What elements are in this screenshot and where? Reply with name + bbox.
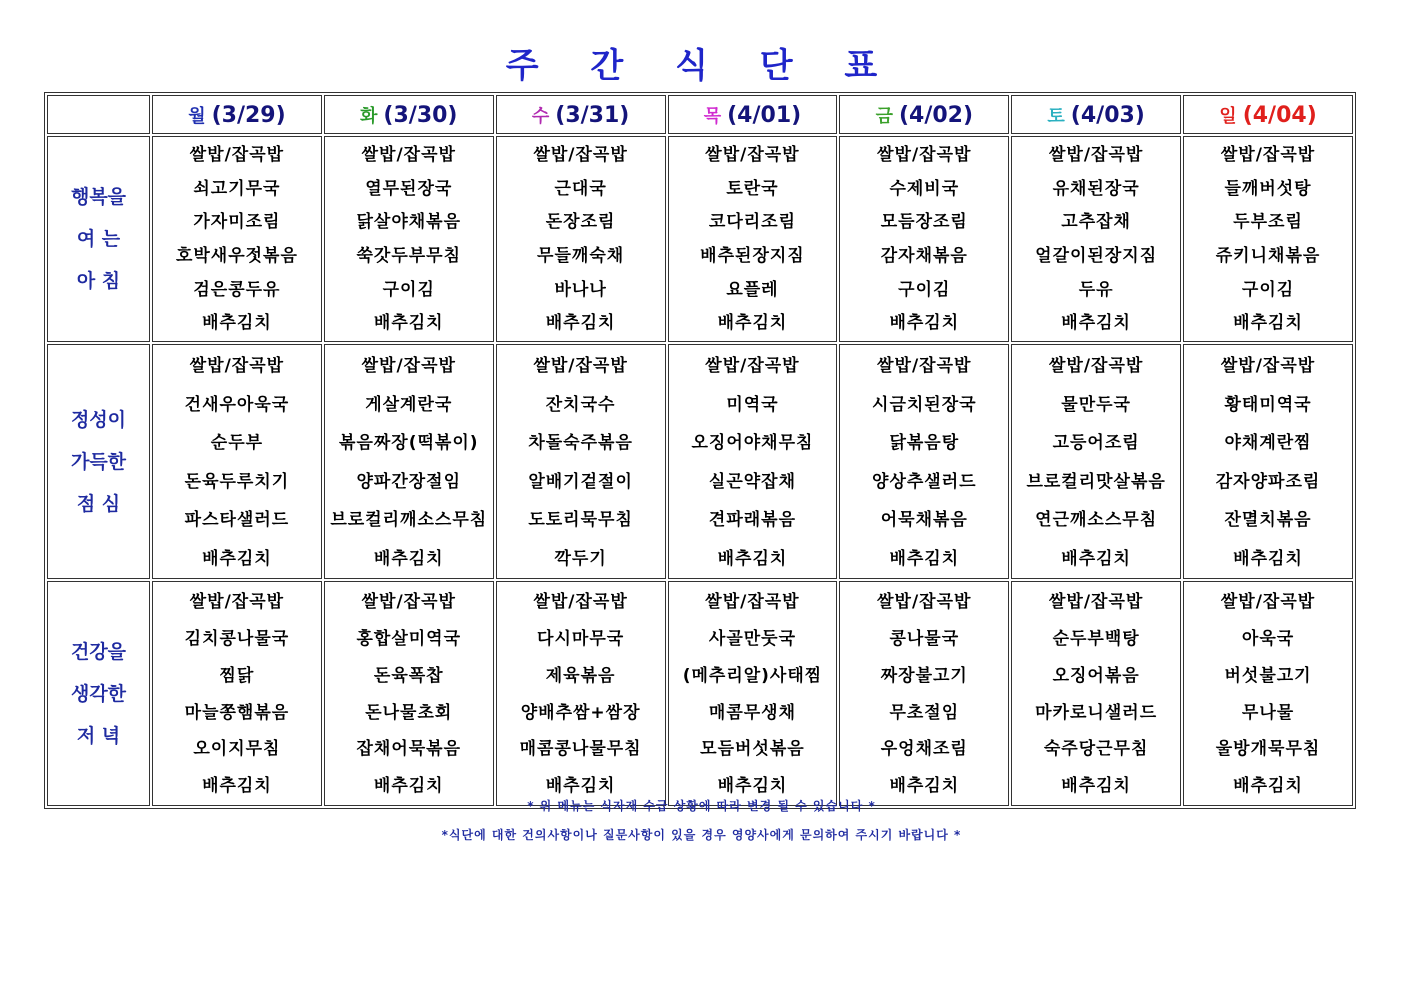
menu-item: 배추김치: [545, 776, 616, 797]
menu-item: 잡채어묵볶음: [356, 739, 462, 760]
menu-item: 무초절임: [889, 702, 960, 723]
menu-list: [669, 137, 837, 341]
menu-cell: [152, 136, 322, 342]
menu-item: 쌀밥/잡곡밥: [189, 356, 285, 377]
menu-list: [1012, 582, 1180, 805]
menu-item: 오이지무침: [193, 739, 281, 760]
menu-item: 구이김: [1241, 279, 1295, 300]
menu-item: 쌀밥/잡곡밥: [1048, 145, 1144, 165]
menu-body: [47, 136, 1353, 806]
menu-item: 배추김치: [202, 313, 272, 334]
breakfast-row: [47, 136, 1353, 342]
date-label: (4/04): [1242, 102, 1317, 128]
menu-item: 콩나물국: [889, 628, 960, 649]
menu-item: 구이김: [898, 279, 951, 300]
weekday-label: 일: [1219, 105, 1237, 127]
menu-item: 게살계란국: [365, 394, 453, 415]
menu-item: 쌀밥/잡곡밥: [1220, 592, 1316, 613]
menu-item: 쌀밥/잡곡밥: [361, 145, 456, 165]
menu-cell: [324, 344, 494, 579]
menu-cell: [324, 581, 494, 806]
meal-label: [47, 136, 150, 342]
menu-item: 고추잡채: [1061, 212, 1131, 233]
menu-item: 숙주당근무침: [1043, 739, 1149, 760]
menu-item: 견파래볶음: [708, 510, 797, 531]
menu-item: 돈육두루치기: [184, 471, 290, 492]
day-header: [839, 95, 1009, 134]
menu-item: 버섯불고기: [1224, 665, 1312, 686]
menu-cell: [839, 344, 1009, 579]
menu-item: 감자양파조림: [1215, 471, 1321, 492]
date-label: (4/03): [1070, 102, 1145, 128]
meal-label: [47, 344, 150, 579]
menu-item: 쌀밥/잡곡밥: [533, 592, 628, 613]
menu-item: 황태미역국: [1224, 394, 1312, 415]
menu-list: [497, 137, 665, 341]
menu-list: [1184, 582, 1352, 805]
menu-item: 매콤무생채: [708, 702, 797, 723]
menu-item: 건새우아욱국: [184, 394, 290, 415]
meal-label-line: 생각한: [70, 682, 127, 705]
menu-item: 제육볶음: [545, 665, 616, 686]
menu-item: 배추김치: [1233, 548, 1303, 569]
menu-item: 검은콩두유: [193, 279, 281, 300]
menu-list: [497, 582, 665, 805]
day-header: [324, 95, 494, 134]
menu-item: 배추된장지짐: [700, 246, 805, 267]
menu-item: 쌀밥/잡곡밥: [189, 145, 285, 165]
menu-item: 배추김치: [717, 548, 788, 569]
menu-item: 배추김치: [717, 313, 788, 334]
menu-item: 깍두기: [554, 548, 607, 569]
weekday-label: 목: [703, 105, 722, 127]
weekly-menu-table: [44, 92, 1356, 809]
menu-item: 배추김치: [373, 548, 444, 569]
menu-item: 바나나: [554, 279, 607, 300]
menu-item: 짜장불고기: [880, 665, 968, 686]
meal-label-line: 정성이: [70, 408, 127, 431]
menu-item: 사골만둣국: [708, 628, 797, 649]
menu-item: 배추김치: [717, 776, 788, 797]
menu-list: [497, 345, 665, 578]
menu-item: 홍합살미역국: [356, 628, 462, 649]
menu-item: 쌀밥/잡곡밥: [533, 356, 628, 377]
menu-cell: [496, 344, 666, 579]
menu-item: 쌀밥/잡곡밥: [533, 145, 628, 165]
menu-cell: [1183, 581, 1353, 806]
weekday-label: 수: [531, 105, 550, 127]
day-header: [496, 95, 666, 134]
menu-item: 얼갈이된장지짐: [1035, 246, 1158, 267]
menu-cell: [496, 581, 666, 806]
menu-item: 브로컬리맛살볶음: [1026, 471, 1166, 492]
date-label: (4/01): [727, 102, 802, 128]
menu-item: 배추김치: [202, 776, 272, 797]
menu-item: 요플레: [726, 279, 779, 300]
menu-item: 양배추쌈+쌈장: [520, 702, 641, 723]
menu-item: 마늘쫑햄볶음: [184, 702, 290, 723]
menu-item: 무들깨숙채: [537, 246, 625, 267]
date-label: (3/30): [383, 102, 458, 128]
menu-item: 도토리묵무침: [528, 510, 633, 531]
menu-item: 가자미조림: [193, 212, 281, 233]
menu-item: 모듬버섯볶음: [700, 739, 805, 760]
menu-list: [153, 582, 321, 805]
menu-item: 배추김치: [1233, 313, 1303, 334]
menu-item: 모듬장조림: [880, 212, 968, 233]
menu-item: 쌀밥/잡곡밥: [1220, 356, 1316, 377]
menu-item: 유채된장국: [1052, 178, 1140, 199]
menu-cell: [152, 581, 322, 806]
menu-item: 쥬키니채볶음: [1215, 246, 1321, 267]
weekday-label: 월: [188, 105, 206, 127]
menu-cell: [1183, 344, 1353, 579]
menu-item: 우엉채조림: [880, 739, 968, 760]
menu-item: 쌀밥/잡곡밥: [1220, 145, 1316, 165]
menu-cell: [496, 136, 666, 342]
menu-item: 고등어조림: [1052, 433, 1140, 454]
menu-cell: [668, 344, 838, 579]
day-header: [668, 95, 838, 134]
menu-item: 다시마무국: [537, 628, 625, 649]
menu-cell: [839, 581, 1009, 806]
menu-list: [669, 582, 837, 805]
menu-item: 오징어볶음: [1052, 665, 1140, 686]
menu-item: 들깨버섯탕: [1224, 178, 1312, 199]
menu-item: 순두부백탕: [1052, 628, 1140, 649]
menu-list: [1184, 137, 1352, 341]
menu-item: 쌀밥/잡곡밥: [877, 356, 972, 377]
menu-item: 쌀밥/잡곡밥: [361, 592, 456, 613]
meal-label-line: 점 심: [76, 492, 121, 515]
menu-item: 배추김치: [889, 776, 960, 797]
menu-item: 쌀밥/잡곡밥: [705, 145, 800, 165]
menu-item: 쌀밥/잡곡밥: [877, 592, 972, 613]
menu-cell: [839, 136, 1009, 342]
page-title: 주 간 식 단 표: [505, 46, 898, 86]
menu-item: 구이김: [382, 279, 435, 300]
weekday-label: 화: [360, 105, 378, 127]
notice-inquiry: *식단에 대한 건의사항이나 질문사항이 있을 경우 영양사에게 문의하여 주시기 바랍니다 *: [441, 828, 962, 842]
menu-list: [1184, 345, 1352, 578]
menu-item: 마카로니샐러드: [1035, 702, 1158, 723]
menu-item: 물만두국: [1061, 394, 1131, 415]
menu-item: 무나물: [1241, 702, 1295, 723]
menu-item: 배추김치: [889, 313, 960, 334]
menu-item: 야채계란찜: [1224, 433, 1312, 454]
menu-item: 쌀밥/잡곡밥: [705, 356, 800, 377]
day-header: [1011, 95, 1181, 134]
meal-label: [47, 581, 150, 806]
menu-item: 배추김치: [1233, 776, 1303, 797]
menu-item: 파스타샐러드: [184, 510, 290, 531]
menu-item: 매콤콩나물무침: [519, 739, 642, 760]
notice-change: * 위 메뉴는 식자재 수급 상황에 따라 변경 될 수 있습니다 *: [527, 799, 876, 813]
menu-item: 쑥갓두부무침: [356, 246, 462, 267]
menu-item: 쌀밥/잡곡밥: [705, 592, 800, 613]
menu-list: [669, 345, 837, 578]
weekday-label: 토: [1047, 105, 1065, 127]
menu-item: 쌀밥/잡곡밥: [1048, 592, 1144, 613]
menu-item: 배추김치: [545, 313, 616, 334]
menu-item: 쇠고기무국: [193, 178, 281, 199]
menu-item: 호박새우젓볶음: [175, 246, 298, 267]
date-label: (3/29): [211, 102, 286, 128]
menu-item: 오징어야채무침: [691, 433, 814, 454]
menu-cell: [324, 136, 494, 342]
menu-item: 어묵채볶음: [880, 510, 968, 531]
menu-item: 배추김치: [889, 548, 960, 569]
menu-cell: [1011, 136, 1181, 342]
menu-item: 두유: [1078, 279, 1114, 300]
menu-cell: [668, 136, 838, 342]
menu-item: 배추김치: [373, 776, 444, 797]
header-row: [47, 95, 1353, 134]
meal-label-line: 아 침: [76, 270, 121, 293]
menu-item: 알배기겉절이: [528, 471, 633, 492]
day-header: [152, 95, 322, 134]
menu-item: 감자채볶음: [880, 246, 968, 267]
menu-item: 잔멸치볶음: [1224, 510, 1312, 531]
menu-item: 배추김치: [202, 548, 272, 569]
day-header: [1183, 95, 1353, 134]
menu-item: 울방개묵무침: [1215, 739, 1321, 760]
menu-item: 볶음짜장(떡볶이): [339, 433, 479, 454]
menu-item: 근대국: [554, 178, 607, 199]
corner-cell: [47, 95, 150, 134]
menu-item: 수제비국: [889, 178, 960, 199]
menu-item: 닭살야채볶음: [356, 212, 462, 233]
menu-list: [153, 345, 321, 578]
menu-item: 코다리조림: [708, 212, 797, 233]
menu-item: 연근깨소스무침: [1035, 510, 1158, 531]
menu-item: 쌀밥/잡곡밥: [1048, 356, 1144, 377]
menu-item: 닭볶음탕: [889, 433, 960, 454]
menu-item: 순두부: [210, 433, 264, 454]
menu-item: 양상추샐러드: [872, 471, 977, 492]
meal-label-line: 행복을: [70, 186, 127, 209]
menu-item: 김치콩나물국: [184, 628, 290, 649]
menu-item: 시금치된장국: [872, 394, 977, 415]
menu-list: [1012, 345, 1180, 578]
menu-cell: [152, 344, 322, 579]
menu-item: 배추김치: [1061, 776, 1131, 797]
menu-cell: [668, 581, 838, 806]
menu-item: (메추리알)사태찜: [682, 665, 823, 686]
menu-item: 아욱국: [1241, 628, 1295, 649]
menu-item: 배추김치: [1061, 548, 1131, 569]
menu-item: 쌀밥/잡곡밥: [189, 592, 285, 613]
menu-item: 배추김치: [1061, 313, 1131, 334]
menu-cell: [1011, 581, 1181, 806]
menu-cell: [1183, 136, 1353, 342]
menu-item: 쌀밥/잡곡밥: [877, 145, 972, 165]
menu-item: 돈장조림: [545, 212, 616, 233]
menu-list: [153, 137, 321, 341]
menu-list: [840, 582, 1008, 805]
date-label: (4/02): [898, 102, 974, 128]
menu-item: 차돌숙주볶음: [528, 433, 633, 454]
menu-item: 배추김치: [373, 313, 444, 334]
menu-item: 양파간장절임: [356, 471, 462, 492]
menu-cell: [1011, 344, 1181, 579]
meal-label-line: 저 녁: [76, 724, 121, 747]
menu-item: 잔치국수: [545, 394, 616, 415]
menu-list: [1012, 137, 1180, 341]
menu-item: 열무된장국: [365, 178, 453, 199]
meal-label-line: 여 는: [76, 228, 121, 251]
menu-item: 쌀밥/잡곡밥: [361, 356, 456, 377]
meal-label-line: 건강을: [70, 640, 127, 663]
meal-label-line: 가득한: [70, 450, 127, 473]
menu-item: 돈나물초회: [365, 702, 453, 723]
date-label: (3/31): [555, 102, 630, 128]
menu-item: 브로컬리깨소스무침: [330, 510, 488, 531]
menu-list: [325, 345, 493, 578]
dinner-row: [47, 581, 1353, 806]
menu-item: 두부조림: [1233, 212, 1303, 233]
menu-list: [840, 137, 1008, 341]
menu-item: 미역국: [726, 394, 779, 415]
menu-item: 실곤약잡채: [708, 471, 797, 492]
lunch-row: [47, 344, 1353, 579]
menu-list: [325, 137, 493, 341]
menu-item: 돈육폭찹: [373, 665, 444, 686]
menu-list: [325, 582, 493, 805]
weekday-label: 금: [875, 105, 893, 127]
menu-list: [840, 345, 1008, 578]
menu-item: 토란국: [726, 178, 779, 199]
menu-item: 찜닭: [219, 665, 255, 686]
